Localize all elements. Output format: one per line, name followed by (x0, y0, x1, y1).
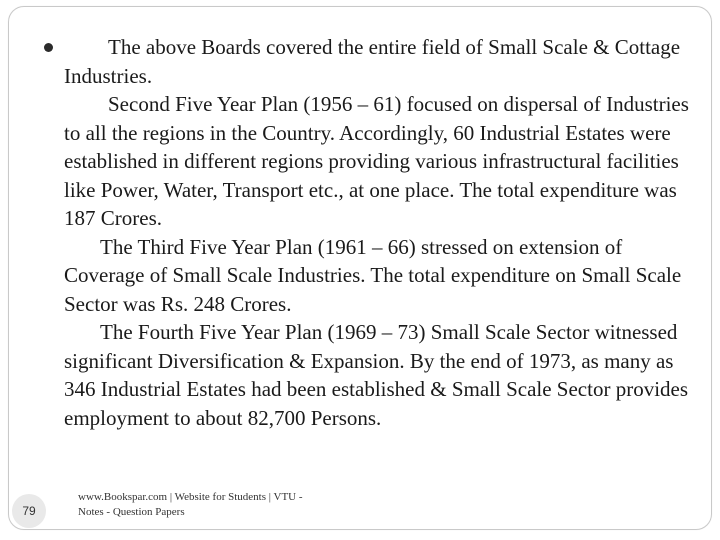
paragraph-1: The above Boards covered the entire field of Small Scale & Cottage Industries. (64, 35, 681, 88)
page-number: 79 (22, 504, 36, 518)
bullet-dot-icon (44, 43, 53, 52)
page-number-badge (12, 494, 46, 528)
footer-line-1: www.Bookspar.com | Website for Students | VTU - (78, 491, 303, 503)
paragraph-3: The Third Five Year Plan (1961 – 66) stressed on extension of Coverage of Small Scale Industries. The total expenditure on Small Scale Sector was Rs. 248 Crores. (64, 234, 682, 316)
slide-content (64, 33, 694, 432)
footer-line-2: Notes - Question Papers (78, 506, 185, 518)
paragraph-4: The Fourth Five Year Plan (1969 – 73) Small Scale Sector witnessed significant Diversification & Expansion. By the end of 1973, as many as 346 Industrial Estates had been established & Small Scale Sector provides employment to about 82,700 Persons. (64, 320, 689, 430)
paragraph-2: Second Five Year Plan (1956 – 61) focused on dispersal of Industries to all the regions in the Country. Accordingly, 60 Industrial Estates were established in different regions providing various infrastructural facilities like Power, Water, Transport etc., at one place. The total expenditure was 187 Crores. (64, 92, 689, 230)
footer (78, 490, 378, 520)
